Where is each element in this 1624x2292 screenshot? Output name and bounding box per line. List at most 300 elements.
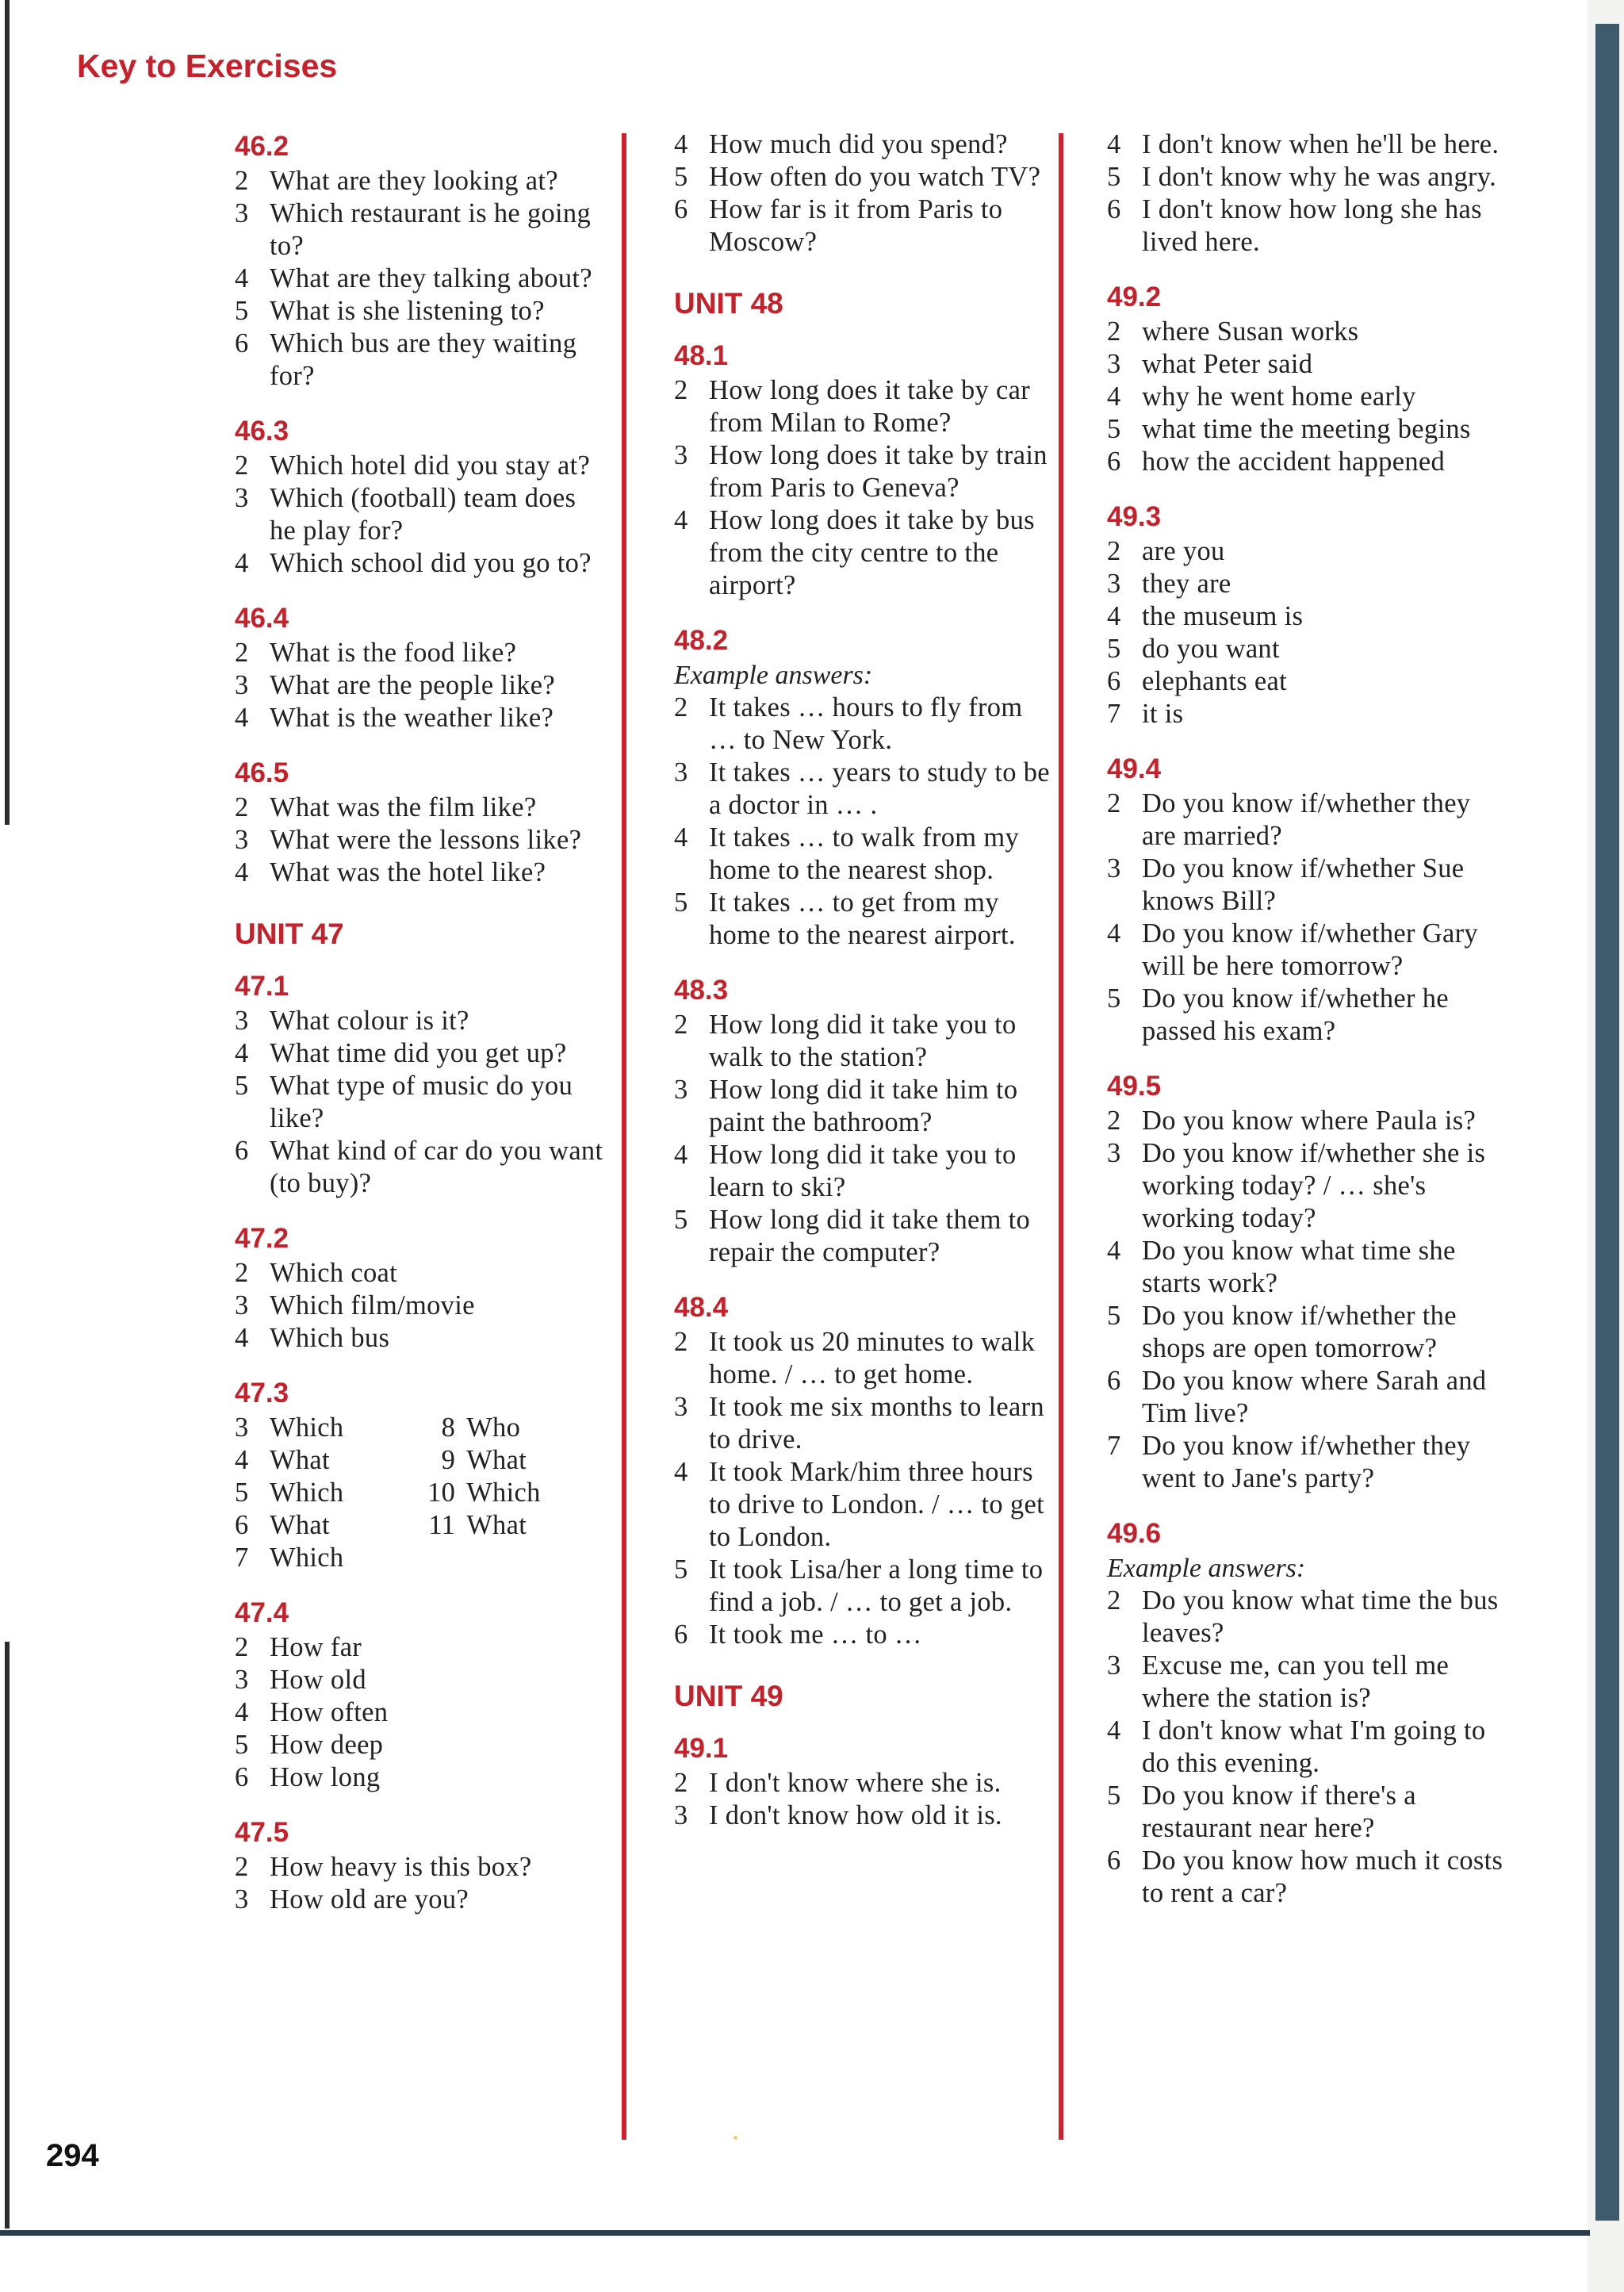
answer-item xyxy=(1107,1300,1511,1365)
answer-text: I don't know how long she has lived here. xyxy=(1142,194,1482,257)
answer-number: 5 xyxy=(674,887,688,918)
exercise-number: 48.4 xyxy=(674,1292,729,1323)
answer-number: 6 xyxy=(235,328,249,358)
exercise-section xyxy=(235,1375,607,1574)
answer-text: Do you know what time she starts work? xyxy=(1142,1236,1456,1298)
answer-number: 2 xyxy=(235,792,249,822)
answer-item xyxy=(674,374,1055,439)
answer-text: It takes … hours to fly from … to New York. xyxy=(709,692,1023,755)
answer-number: 4 xyxy=(235,1038,249,1068)
answer-text: Do you know if/whether Sue knows Bill? xyxy=(1142,853,1465,916)
answer-item xyxy=(674,504,1055,602)
answer-item xyxy=(1107,348,1511,381)
answer-text: It takes … to get from my home to the nearest airport. xyxy=(709,887,1016,950)
answer-item xyxy=(235,1257,607,1290)
answer-text: Do you know if/whether Gary will be here tomorrow? xyxy=(1142,918,1478,981)
answer-text: Do you know what time the bus leaves? xyxy=(1142,1585,1499,1648)
answer-item xyxy=(235,1412,406,1444)
answer-item xyxy=(235,824,607,857)
page-header-title: Key to Exercises xyxy=(77,48,338,84)
answer-text: How long did it take them to repair the computer? xyxy=(709,1205,1031,1267)
exercise-number: 47.1 xyxy=(235,971,289,1002)
exercise-section xyxy=(235,1595,607,1794)
answer-number: 4 xyxy=(1107,918,1121,949)
answer-text: Do you know how much it costs to rent a car? xyxy=(1142,1845,1503,1908)
answer-number: 6 xyxy=(1107,447,1121,477)
answer-item xyxy=(406,1444,577,1477)
answer-item xyxy=(1107,1715,1511,1780)
exercise-section xyxy=(1107,751,1511,1048)
answer-item xyxy=(1107,128,1511,161)
answer-item xyxy=(1107,1780,1511,1845)
answer-text: It takes … years to study to be a doctor in … . xyxy=(709,757,1050,820)
answer-item xyxy=(674,822,1055,887)
exercise-number: 46.2 xyxy=(235,131,289,162)
answer-number: 7 xyxy=(1107,699,1121,729)
answer-item xyxy=(1107,600,1511,633)
answer-number: 3 xyxy=(235,670,249,700)
scan-edge-mark xyxy=(5,0,10,825)
exercise-section xyxy=(235,968,607,1200)
answer-number: 5 xyxy=(1107,983,1121,1014)
answer-number: 3 xyxy=(235,198,249,228)
answer-text: How long does it take by train from Paris to Geneva? xyxy=(709,440,1048,503)
answer-number: 3 xyxy=(235,483,249,513)
exercise-number: 49.2 xyxy=(1107,282,1162,312)
answer-item xyxy=(674,1456,1055,1554)
answer-text: What were the lessons like? xyxy=(270,825,582,855)
answer-text: What is the food like? xyxy=(270,638,517,668)
answer-item xyxy=(406,1509,577,1542)
exercise-section xyxy=(1107,128,1511,259)
answer-item xyxy=(674,1326,1055,1391)
exercise-section xyxy=(1107,1516,1511,1910)
answer-number: 3 xyxy=(674,440,688,470)
answer-text: How long did it take him to paint the bathroom? xyxy=(709,1075,1018,1137)
answer-item xyxy=(1107,1365,1511,1430)
answer-item xyxy=(1107,446,1511,478)
answer-number: 5 xyxy=(1107,1301,1121,1331)
answer-number: 2 xyxy=(674,1010,688,1040)
answer-text: Which coat xyxy=(270,1258,398,1288)
answer-item xyxy=(674,887,1055,952)
answer-item xyxy=(1107,194,1511,259)
answer-item xyxy=(674,1139,1055,1204)
answer-text: It took me … to … xyxy=(709,1619,922,1650)
answer-number: 2 xyxy=(235,1852,249,1882)
answer-item xyxy=(235,197,607,263)
answer-text: What colour is it? xyxy=(270,1006,469,1036)
answer-text: are you xyxy=(1142,536,1225,566)
answer-item xyxy=(1107,853,1511,918)
scan-edge-strip xyxy=(1595,24,1619,2221)
exercise-section xyxy=(674,1290,1055,1651)
answer-item xyxy=(235,450,607,482)
answer-text: I don't know where she is. xyxy=(709,1768,1002,1798)
answer-number: 7 xyxy=(1107,1431,1121,1461)
answer-text: How long does it take by car from Milan to Rome? xyxy=(709,375,1031,438)
answer-text: What are they looking at? xyxy=(270,166,558,196)
answer-text: the museum is xyxy=(1142,601,1304,631)
answer-text: I don't know when he'll be here. xyxy=(1142,129,1500,159)
answer-number: 4 xyxy=(235,1323,249,1353)
answer-item xyxy=(235,1005,607,1037)
answer-item xyxy=(235,1696,607,1729)
answer-number: 5 xyxy=(235,1478,249,1508)
answer-text: How old are you? xyxy=(270,1884,469,1914)
answer-text: What was the film like? xyxy=(270,792,537,822)
answer-item xyxy=(235,1761,607,1794)
answer-item xyxy=(235,295,607,328)
answer-number: 3 xyxy=(1107,853,1121,883)
answer-text: How often do you watch TV? xyxy=(709,162,1041,192)
answer-text: How old xyxy=(270,1665,366,1695)
answer-text: Which bus are they waiting for? xyxy=(270,328,577,391)
answer-item xyxy=(1107,698,1511,730)
answer-item xyxy=(674,1009,1055,1074)
answer-number: 6 xyxy=(674,1619,688,1650)
answer-item xyxy=(235,328,607,393)
exercise-section xyxy=(674,338,1055,602)
exercise-section xyxy=(674,623,1055,952)
answer-item xyxy=(406,1477,577,1509)
answer-item xyxy=(674,161,1055,194)
answer-text: How often xyxy=(270,1697,389,1727)
exercise-number: 48.3 xyxy=(674,975,729,1006)
answer-number: 10 xyxy=(427,1478,456,1508)
answer-text: How long did it take you to learn to ski? xyxy=(709,1140,1017,1202)
answer-text: Do you know if there's a restaurant near here? xyxy=(1142,1780,1416,1843)
answer-item xyxy=(235,1509,406,1542)
answer-grid-left xyxy=(235,1412,406,1574)
exercise-number: 46.3 xyxy=(235,416,289,447)
answer-text: what Peter said xyxy=(1142,349,1313,379)
answer-item xyxy=(235,1851,607,1884)
answer-number: 3 xyxy=(1107,1650,1121,1681)
answer-number: 3 xyxy=(235,1006,249,1036)
answer-text: Which (football) team does he play for? xyxy=(270,483,576,546)
answer-text: what time the meeting begins xyxy=(1142,414,1471,444)
answer-column-3 xyxy=(1107,128,1511,1930)
answer-text: What xyxy=(466,1510,527,1540)
column-divider xyxy=(1059,133,1063,2140)
exercise-section xyxy=(1107,279,1511,478)
answer-text: What is she listening to? xyxy=(270,296,545,326)
answer-text: How long does it take by bus from the city centre to the airport? xyxy=(709,505,1035,600)
answer-number: 6 xyxy=(235,1510,249,1540)
answer-number: 6 xyxy=(1107,1366,1121,1396)
answer-item xyxy=(235,1290,607,1322)
answer-number: 2 xyxy=(235,166,249,196)
answer-text: do you want xyxy=(1142,634,1280,664)
answer-text: Which restaurant is he going to? xyxy=(270,198,592,261)
answer-text: How far xyxy=(270,1632,362,1662)
exercise-number: 49.5 xyxy=(1107,1071,1162,1102)
answer-text: How long xyxy=(270,1762,381,1792)
answer-number: 3 xyxy=(1107,569,1121,599)
answer-number: 4 xyxy=(674,1457,688,1487)
answer-text: Do you know where Paula is? xyxy=(1142,1106,1477,1136)
answer-item xyxy=(235,263,607,295)
exercise-number: 47.3 xyxy=(235,1378,289,1409)
answer-item xyxy=(674,128,1055,161)
answer-item xyxy=(674,1074,1055,1139)
answer-text: How much did you spend? xyxy=(709,129,1008,159)
answer-text: What is the weather like? xyxy=(270,703,554,733)
answer-item xyxy=(1107,983,1511,1048)
exercise-section xyxy=(235,413,607,580)
answer-item xyxy=(1107,665,1511,698)
answer-text: Which bus xyxy=(270,1323,390,1353)
answer-text: Which film/movie xyxy=(270,1290,475,1320)
answer-item xyxy=(674,439,1055,504)
answer-item xyxy=(235,1884,607,1916)
answer-number: 2 xyxy=(235,1258,249,1288)
answer-number: 6 xyxy=(674,194,688,224)
answer-number: 3 xyxy=(674,1800,688,1830)
answer-text: I don't know what I'm going to do this evening. xyxy=(1142,1715,1486,1778)
exercise-number: 49.4 xyxy=(1107,753,1162,784)
answer-item xyxy=(1107,413,1511,446)
answer-number: 5 xyxy=(674,162,688,192)
answer-item xyxy=(674,1391,1055,1456)
answer-text: Do you know if/whether they are married? xyxy=(1142,788,1471,851)
answer-column-2 xyxy=(674,128,1055,1853)
answer-number: 4 xyxy=(1107,129,1121,159)
answer-number: 4 xyxy=(1107,1236,1121,1266)
answer-text: where Susan works xyxy=(1142,316,1359,347)
answer-number: 2 xyxy=(674,692,688,722)
answer-number: 4 xyxy=(235,703,249,733)
answer-item xyxy=(235,669,607,702)
answer-number: 3 xyxy=(674,1075,688,1105)
answer-number: 6 xyxy=(1107,1845,1121,1876)
answer-text: It took Lisa/her a long time to find a job. / … to get a job. xyxy=(709,1554,1044,1617)
exercise-number: 47.2 xyxy=(235,1223,289,1254)
exercise-number: 49.1 xyxy=(674,1733,729,1764)
answer-text: What time did you get up? xyxy=(270,1038,567,1068)
answer-item xyxy=(406,1412,577,1444)
answer-item xyxy=(674,194,1055,259)
answer-number: 5 xyxy=(1107,414,1121,444)
answer-item xyxy=(674,757,1055,822)
exercise-number: 48.1 xyxy=(674,340,729,371)
answer-item xyxy=(1107,633,1511,665)
answer-number: 2 xyxy=(1107,316,1121,347)
bottom-rule xyxy=(0,2230,1590,2236)
answer-number: 4 xyxy=(674,1140,688,1170)
unit-heading: UNIT 48 xyxy=(674,287,783,320)
answer-item xyxy=(1107,161,1511,194)
answer-text: they are xyxy=(1142,569,1231,599)
exercise-section xyxy=(235,1221,607,1355)
exercise-number: 46.5 xyxy=(235,757,289,788)
answer-item xyxy=(1107,316,1511,348)
answer-number: 4 xyxy=(235,548,249,578)
answer-number: 4 xyxy=(235,1445,249,1475)
answer-text: why he went home early xyxy=(1142,381,1416,412)
answer-number: 5 xyxy=(674,1205,688,1235)
exercise-number: 49.6 xyxy=(1107,1518,1162,1549)
answer-item xyxy=(235,1664,607,1696)
answer-item xyxy=(235,1542,406,1574)
answer-number: 3 xyxy=(235,1665,249,1695)
answer-item xyxy=(1107,568,1511,600)
answer-item xyxy=(674,1767,1055,1799)
answer-number: 3 xyxy=(1107,349,1121,379)
answer-number: 5 xyxy=(1107,634,1121,664)
answer-text: What are the people like? xyxy=(270,670,555,700)
answer-text: What are they talking about? xyxy=(270,263,592,293)
answer-text: What xyxy=(466,1445,527,1475)
exercise-section xyxy=(1107,1068,1511,1495)
answer-item xyxy=(235,482,607,547)
exercise-section xyxy=(674,972,1055,1269)
answer-item xyxy=(1107,1137,1511,1235)
exercise-section xyxy=(235,600,607,734)
answer-text: Who xyxy=(466,1412,521,1443)
answer-text: Which hotel did you stay at? xyxy=(270,450,591,481)
answer-text: Which xyxy=(270,1478,344,1508)
answer-text: How long did it take you to walk to the station? xyxy=(709,1010,1017,1072)
answer-text: Do you know if/whether he passed his exam? xyxy=(1142,983,1449,1046)
answer-item xyxy=(1107,1585,1511,1650)
answer-item xyxy=(235,165,607,197)
answer-number: 4 xyxy=(235,857,249,887)
answer-text: Which xyxy=(270,1543,344,1573)
answer-column-1 xyxy=(235,128,607,1937)
exercise-number: 49.3 xyxy=(1107,501,1162,532)
answer-item xyxy=(1107,381,1511,413)
unit-heading: UNIT 47 xyxy=(235,918,344,950)
exercise-section xyxy=(1107,499,1511,730)
answer-item xyxy=(674,1619,1055,1651)
answer-number: 4 xyxy=(235,263,249,293)
answer-text: Do you know if/whether they went to Jane's party? xyxy=(1142,1431,1471,1493)
answer-item xyxy=(674,692,1055,757)
answer-item xyxy=(1107,788,1511,853)
answer-number: 3 xyxy=(1107,1138,1121,1168)
scan-speck xyxy=(733,2136,737,2140)
answer-text: What type of music do you like? xyxy=(270,1071,573,1133)
answer-number: 2 xyxy=(1107,1106,1121,1136)
answer-number: 4 xyxy=(674,505,688,535)
answer-number: 5 xyxy=(1107,1780,1121,1811)
exercise-number: 46.4 xyxy=(235,603,289,634)
answer-text: What kind of car do you want (to buy)? xyxy=(270,1136,603,1198)
answer-item xyxy=(235,1135,607,1200)
exercise-section xyxy=(235,128,607,393)
answer-number: 11 xyxy=(428,1510,456,1540)
answer-number: 6 xyxy=(235,1136,249,1166)
answer-number: 4 xyxy=(674,822,688,853)
answer-number: 2 xyxy=(674,1327,688,1357)
answer-number: 5 xyxy=(674,1554,688,1585)
answer-item xyxy=(1107,1430,1511,1495)
answer-number: 4 xyxy=(1107,1715,1121,1746)
answer-item xyxy=(235,1322,607,1355)
answer-number: 3 xyxy=(674,1392,688,1422)
answer-number: 4 xyxy=(674,129,688,159)
answer-text: I don't know how old it is. xyxy=(709,1800,1002,1830)
example-note: Example answers: xyxy=(1107,1554,1306,1583)
answer-grid-right xyxy=(406,1412,577,1574)
answer-number: 3 xyxy=(235,1412,249,1443)
answer-text: What xyxy=(270,1445,330,1475)
answer-item xyxy=(674,1554,1055,1619)
answer-item xyxy=(235,1070,607,1135)
answer-number: 3 xyxy=(235,1290,249,1320)
answer-text: What was the hotel like? xyxy=(270,857,546,887)
exercise-number: 48.2 xyxy=(674,625,729,656)
answer-text: how the accident happened xyxy=(1142,447,1446,477)
answer-item xyxy=(235,857,607,889)
answer-number: 2 xyxy=(1107,1585,1121,1616)
answer-item xyxy=(674,1204,1055,1269)
answer-item xyxy=(235,1444,406,1477)
answer-item xyxy=(674,1799,1055,1832)
scan-edge-left xyxy=(0,0,11,2292)
answer-text: How deep xyxy=(270,1730,384,1760)
page-number: 294 xyxy=(46,2138,99,2173)
answer-item xyxy=(1107,918,1511,983)
answer-item xyxy=(235,791,607,824)
answer-number: 2 xyxy=(1107,536,1121,566)
exercise-section xyxy=(235,755,607,889)
answer-number: 5 xyxy=(235,296,249,326)
answer-number: 7 xyxy=(235,1543,249,1573)
answer-number: 3 xyxy=(235,1884,249,1914)
answer-number: 2 xyxy=(235,450,249,481)
exercise-number: 47.4 xyxy=(235,1597,289,1628)
answer-item xyxy=(235,1729,607,1761)
answer-item xyxy=(1107,535,1511,568)
answer-item xyxy=(235,637,607,669)
answer-text: Do you know if/whether the shops are open tomorrow? xyxy=(1142,1301,1457,1363)
answer-item xyxy=(1107,1235,1511,1300)
answer-text: It takes … to walk from my home to the nearest shop. xyxy=(709,822,1020,885)
answer-number: 4 xyxy=(1107,381,1121,412)
answer-text: I don't know why he was angry. xyxy=(1142,162,1497,192)
answer-text: it is xyxy=(1142,699,1184,729)
answer-text: Which xyxy=(270,1412,344,1443)
answer-text: Which school did you go to? xyxy=(270,548,592,578)
answer-number: 6 xyxy=(1107,666,1121,696)
answer-item xyxy=(1107,1650,1511,1715)
example-note: Example answers: xyxy=(674,661,873,690)
answer-grid xyxy=(235,1412,607,1574)
unit-heading: UNIT 49 xyxy=(674,1680,783,1712)
answer-text: Excuse me, can you tell me where the station is? xyxy=(1142,1650,1450,1713)
answer-number: 4 xyxy=(235,1697,249,1727)
answer-text: Which xyxy=(466,1478,541,1508)
answer-text: How heavy is this box? xyxy=(270,1852,532,1882)
exercise-section xyxy=(674,1730,1055,1832)
answer-number: 2 xyxy=(674,1768,688,1798)
answer-text: It took us 20 minutes to walk home. / … to get home. xyxy=(709,1327,1036,1389)
answer-text: elephants eat xyxy=(1142,666,1288,696)
answer-text: Do you know where Sarah and Tim live? xyxy=(1142,1366,1487,1428)
answer-item xyxy=(1107,1845,1511,1910)
column-divider xyxy=(622,133,626,2140)
exercise-section xyxy=(235,1815,607,1916)
answer-number: 3 xyxy=(674,757,688,788)
answer-number: 5 xyxy=(235,1730,249,1760)
answer-number: 6 xyxy=(1107,194,1121,224)
scan-edge-mark xyxy=(5,1642,10,2229)
answer-text: It took me six months to learn to drive. xyxy=(709,1392,1044,1455)
answer-number: 4 xyxy=(1107,601,1121,631)
